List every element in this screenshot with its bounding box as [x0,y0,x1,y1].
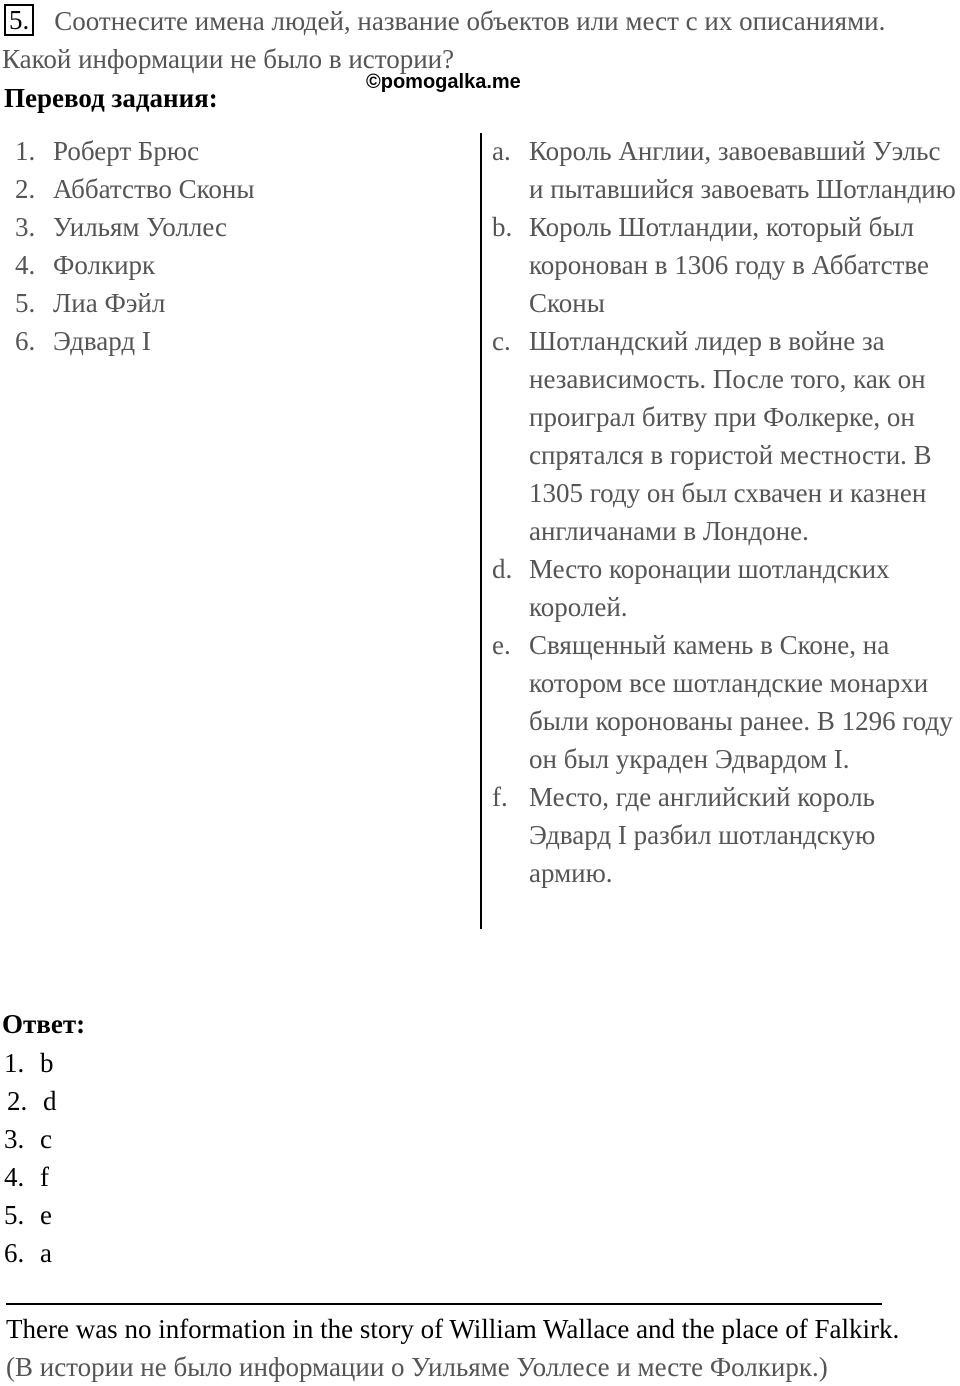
list-item [4,1158,57,1196]
item-number: 2. [7,1086,28,1116]
descriptions-list [492,132,960,892]
item-text: Место коронации шотландских королей. [529,554,890,622]
item-text: Король Англии, завоевавший Уэльс и пытавшийся завоевать Шотландию [529,136,956,204]
answer-letter: b [40,1048,54,1078]
answer-letter: f [40,1162,49,1192]
list-item [15,284,254,322]
item-letter: a. [492,136,511,166]
answer-heading: Ответ: [2,1009,86,1039]
item-letter: f. [492,782,508,812]
item-letter: b. [492,212,513,242]
item-number: 3. [15,212,36,242]
item-text: Аббатство Сконы [53,174,255,204]
list-item [492,208,960,322]
list-item [4,1044,57,1082]
item-text: Место, где английский король Эдвард I разбил шотландскую армию. [529,782,876,888]
item-number: 4. [4,1162,25,1192]
item-number: 6. [15,326,36,356]
item-text: Уильям Уоллес [53,212,228,242]
item-text: Лиа Фэйл [53,288,166,318]
task-text-line1: Соотнесите имена людей, название объектов или мест с их описаниями. [54,6,886,36]
names-list [15,132,254,360]
list-item [15,170,254,208]
separator-line [6,1303,882,1305]
item-letter: e. [492,630,511,660]
answer-russian: (В истории не было информации о Уильяме Уоллесе и месте Фолкирк.) [6,1352,828,1382]
answer-letter: d [43,1086,57,1116]
item-number: 6. [4,1238,25,1268]
list-item [492,626,960,778]
list-item [492,550,960,626]
item-number: 5. [15,288,36,318]
list-item [15,208,254,246]
item-letter: c. [492,326,511,356]
item-number: 1. [4,1048,25,1078]
item-number: 3. [4,1124,25,1154]
column-divider [480,133,482,929]
item-text: Роберт Брюс [53,136,200,166]
answer-letter: e [40,1200,52,1230]
list-item [15,132,254,170]
list-item [15,246,254,284]
item-text: Священный камень в Сконе, на котором все шотландские монархи были коронованы ранее. В 1296 году он был украден Эдвардом I. [529,630,953,774]
list-item [492,778,960,892]
item-text: Фолкирк [53,250,156,280]
list-item [15,322,254,360]
item-text: Король Шотландии, который был коронован в 1306 году в Аббатстве Сконы [529,212,930,318]
list-item [4,1120,57,1158]
task-text-line2: Какой информации не было в истории? [2,44,455,74]
answer-english: There was no information in the story of William Wallace and the place of Falkirk. [6,1314,900,1344]
item-number: 4. [15,250,36,280]
task-statement [4,2,885,40]
item-number: 1. [15,136,36,166]
answers-list [4,1044,57,1272]
task-number-box: 5. [4,4,34,36]
item-text: Шотландский лидер в войне за независимость. После того, как он проиграл битву при Фолкерке, он спрятался в гористой местности. В 1305 году он был схвачен и казнен англичанами в Лондоне. [529,326,932,546]
item-text: Эдвард I [53,326,151,356]
item-letter: d. [492,554,513,584]
list-item [4,1082,57,1120]
translation-heading: Перевод задания: [4,83,218,113]
item-number: 5. [4,1200,25,1230]
answer-letter: c [40,1124,52,1154]
answer-letter: a [40,1238,52,1268]
list-item [4,1234,57,1272]
watermark: ©pomogalka.me [366,71,521,93]
item-number: 2. [15,174,36,204]
list-item [492,132,960,208]
list-item [492,322,960,550]
list-item [4,1196,57,1234]
